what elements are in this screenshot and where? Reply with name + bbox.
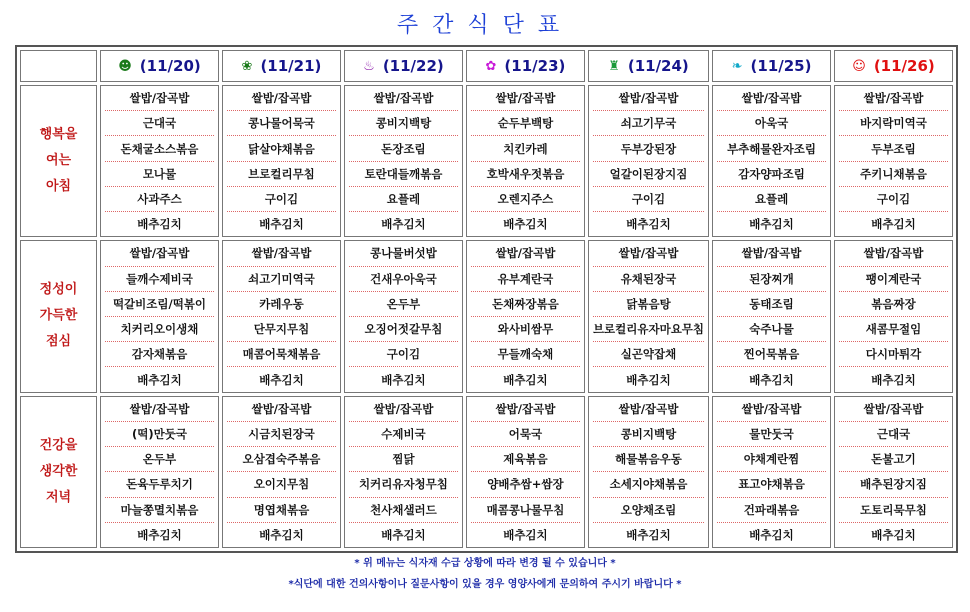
menu-cell — [834, 396, 953, 548]
dish-item: 돈채짜장볶음 — [471, 292, 580, 317]
dish-item: 새콤무절임 — [839, 317, 948, 342]
dish-item: 찜닭 — [349, 447, 458, 472]
dish-item: 쇠고기무국 — [593, 111, 704, 136]
dish-item: 배추김치 — [381, 217, 426, 232]
meal-label-line: 아침 — [45, 179, 72, 195]
day-header-0 — [100, 50, 219, 82]
dish-item: 배추김치 — [503, 217, 548, 232]
dish-item: 호박새우젓볶음 — [471, 162, 580, 187]
dish-item: 브로컬리무침 — [227, 162, 336, 187]
dish-item: 닭살야채볶음 — [227, 136, 336, 161]
dish-item: 배추김치 — [137, 527, 182, 542]
menu-cell — [834, 240, 953, 392]
day-header-5 — [712, 50, 831, 82]
menu-cell — [588, 85, 709, 237]
dish-item: 돈채굴소스볶음 — [105, 136, 214, 161]
dish-item: 두부조림 — [839, 136, 948, 161]
day-date-label: (11/23) — [504, 57, 566, 75]
dish-item: 쌀밥/잡곡밥 — [105, 397, 214, 422]
dish-item: 제육볶음 — [471, 447, 580, 472]
dish-item: 얼갈이된장지짐 — [593, 162, 704, 187]
dish-item: 쌀밥/잡곡밥 — [471, 86, 580, 111]
page-title: 주간식단표 — [396, 13, 574, 38]
dish-item: 쌀밥/잡곡밥 — [227, 241, 336, 266]
dish-item: 순두부백탕 — [471, 111, 580, 136]
dish-item: 부추해물완자조림 — [717, 136, 826, 161]
dish-item: 배추김치 — [503, 372, 548, 387]
meal-label-line: 가득한 — [39, 308, 78, 324]
dish-item: 쌀밥/잡곡밥 — [593, 86, 704, 111]
dish-item: 찐어묵볶음 — [717, 342, 826, 367]
dish-item: 단무지무침 — [227, 317, 336, 342]
dish-item: 오이지무침 — [227, 472, 336, 497]
dish-item: (떡)만둣국 — [105, 422, 214, 447]
dish-item: 배추김치 — [626, 527, 671, 542]
dish-item: 된장찌개 — [717, 267, 826, 292]
meal-label-line: 정성이 — [39, 282, 78, 298]
turtle-icon: ❀ — [241, 58, 253, 74]
dish-item: 쌀밥/잡곡밥 — [471, 397, 580, 422]
menu-cell — [466, 240, 585, 392]
drink-cup-icon: ♜ — [608, 58, 620, 74]
menu-cell — [588, 396, 709, 548]
dish-item: 유부계란국 — [471, 267, 580, 292]
dish-item: 쌀밥/잡곡밥 — [105, 241, 214, 266]
menu-cell — [344, 240, 463, 392]
dish-item: 야채계란찜 — [717, 447, 826, 472]
dish-item: 쌀밥/잡곡밥 — [717, 86, 826, 111]
dish-item: 오삼겹숙주볶음 — [227, 447, 336, 472]
dish-item: 치커리오이생채 — [105, 317, 214, 342]
menu-cell — [100, 85, 219, 237]
meal-label-2 — [20, 396, 97, 548]
dish-item: 구이김 — [227, 187, 336, 212]
dish-item: 동태조림 — [717, 292, 826, 317]
dish-item: 감자채볶음 — [105, 342, 214, 367]
dish-item: 쌀밥/잡곡밥 — [227, 397, 336, 422]
meal-label-1 — [20, 240, 97, 392]
dish-item: 표고야채볶음 — [717, 472, 826, 497]
day-date-label: (11/20) — [139, 57, 201, 75]
dish-item: 닭볶음탕 — [593, 292, 704, 317]
day-date-label: (11/21) — [260, 57, 322, 75]
menu-cell — [466, 396, 585, 548]
leaf-icon: ❧ — [731, 58, 743, 74]
dish-item: 배추김치 — [749, 372, 794, 387]
dish-item: 명엽채볶음 — [227, 498, 336, 523]
dish-item: 쌀밥/잡곡밥 — [839, 397, 948, 422]
dish-item: 쌀밥/잡곡밥 — [593, 397, 704, 422]
menu-cell — [222, 85, 341, 237]
dish-item: 카레우동 — [227, 292, 336, 317]
meal-label-line: 건강을 — [39, 437, 78, 453]
day-date-label: (11/22) — [382, 57, 444, 75]
dish-item: 쌀밥/잡곡밥 — [839, 241, 948, 266]
menu-cell — [100, 240, 219, 392]
menu-cell — [712, 85, 831, 237]
day-date-label: (11/24) — [627, 57, 689, 75]
dish-item: 콩비지백탕 — [349, 111, 458, 136]
dish-item: 구이김 — [349, 342, 458, 367]
dish-item: 근대국 — [839, 422, 948, 447]
dish-item: 모나물 — [105, 162, 214, 187]
dish-item: 요플레 — [349, 187, 458, 212]
dish-item: 주키니채볶음 — [839, 162, 948, 187]
dish-item: 아욱국 — [717, 111, 826, 136]
dish-item: 팽이계란국 — [839, 267, 948, 292]
dish-item: 배추된장지짐 — [839, 472, 948, 497]
dish-item: 무들깨숙채 — [471, 342, 580, 367]
dish-item: 두부강된장 — [593, 136, 704, 161]
meal-label-line: 점심 — [45, 334, 72, 350]
dish-item: 돈장조림 — [349, 136, 458, 161]
dish-item: 배추김치 — [259, 527, 304, 542]
day-date-label: (11/26) — [873, 57, 935, 75]
menu-cell — [588, 240, 709, 392]
dish-item: 배추김치 — [871, 217, 916, 232]
dish-item: 바지락미역국 — [839, 111, 948, 136]
dish-item: 배추김치 — [259, 217, 304, 232]
dish-item: 배추김치 — [626, 372, 671, 387]
day-header-1 — [222, 50, 341, 82]
dish-item: 쌀밥/잡곡밥 — [349, 397, 458, 422]
dish-item: 매콤콩나물무침 — [471, 498, 580, 523]
dish-item: 와사비쌈무 — [471, 317, 580, 342]
dish-item: 토란대들깨볶음 — [349, 162, 458, 187]
dish-item: 배추김치 — [749, 217, 794, 232]
dish-item: 도토리묵무침 — [839, 498, 948, 523]
dish-item: 건새우아욱국 — [349, 267, 458, 292]
dish-item: 브로컬리유자마요무침 — [593, 317, 704, 342]
dish-item: 마늘쫑멸치볶음 — [105, 498, 214, 523]
dish-item: 배추김치 — [381, 372, 426, 387]
dish-item: 숙주나물 — [717, 317, 826, 342]
dish-item: 어묵국 — [471, 422, 580, 447]
fox-face-icon: ☺ — [852, 58, 866, 74]
dish-item: 근대국 — [105, 111, 214, 136]
dish-item: 구이김 — [593, 187, 704, 212]
dish-item: 배추김치 — [871, 527, 916, 542]
menu-cell — [344, 85, 463, 237]
flame-icon: ♨ — [363, 58, 375, 74]
table-corner-cell — [20, 50, 97, 82]
dish-item: 배추김치 — [749, 527, 794, 542]
dish-item: 쌀밥/잡곡밥 — [717, 241, 826, 266]
dish-item: 콩나물어묵국 — [227, 111, 336, 136]
inquiry-notice: *식단에 대한 건의사항이나 질문사항이 있을 경우 영양사에게 문의하여 주시기 바랍니다 * — [288, 579, 682, 590]
dish-item: 구이김 — [839, 187, 948, 212]
dish-item: 온두부 — [349, 292, 458, 317]
meal-label-line: 저녁 — [45, 489, 72, 505]
dish-item: 쌀밥/잡곡밥 — [105, 86, 214, 111]
dish-item: 쌀밥/잡곡밥 — [839, 86, 948, 111]
dish-item: 오양채조림 — [593, 498, 704, 523]
menu-cell — [466, 85, 585, 237]
dish-item: 물만둣국 — [717, 422, 826, 447]
dish-item: 배추김치 — [137, 372, 182, 387]
dish-item: 양배추쌈+쌈장 — [471, 472, 580, 497]
dish-item: 쌀밥/잡곡밥 — [227, 86, 336, 111]
menu-cell — [834, 85, 953, 237]
dish-item: 매콤어묵채볶음 — [227, 342, 336, 367]
dish-item: 배추김치 — [137, 217, 182, 232]
menu-cell — [222, 396, 341, 548]
dish-item: 돈불고기 — [839, 447, 948, 472]
dish-item: 쇠고기미역국 — [227, 267, 336, 292]
dish-item: 해물볶음우동 — [593, 447, 704, 472]
meal-label-line: 행복을 — [39, 127, 78, 143]
dish-item: 콩나물버섯밥 — [349, 241, 458, 266]
dish-item: 건파래볶음 — [717, 498, 826, 523]
meal-label-line: 생각한 — [39, 463, 78, 479]
menu-cell — [712, 396, 831, 548]
dish-item: 오렌지주스 — [471, 187, 580, 212]
dish-item: 오징어젓갈무침 — [349, 317, 458, 342]
dish-item: 감자양파조림 — [717, 162, 826, 187]
dish-item: 들깨수제비국 — [105, 267, 214, 292]
dish-item: 배추김치 — [381, 527, 426, 542]
dish-item: 실곤약잡채 — [593, 342, 704, 367]
dish-item: 다시마튀각 — [839, 342, 948, 367]
meal-label-line: 여는 — [45, 153, 72, 169]
dish-item: 치커리유자청무침 — [349, 472, 458, 497]
dish-item: 수제비국 — [349, 422, 458, 447]
menu-cell — [222, 240, 341, 392]
menu-cell — [100, 396, 219, 548]
dish-item: 쌀밥/잡곡밥 — [349, 86, 458, 111]
dish-item: 배추김치 — [626, 217, 671, 232]
day-header-2 — [344, 50, 463, 82]
day-header-3 — [466, 50, 585, 82]
flower-icon: ✿ — [485, 58, 497, 74]
menu-cell — [344, 396, 463, 548]
dish-item: 배추김치 — [871, 372, 916, 387]
dish-item: 사과주스 — [105, 187, 214, 212]
dish-item: 쌀밥/잡곡밥 — [593, 241, 704, 266]
dish-item: 볶음짜장 — [839, 292, 948, 317]
dish-item: 요플레 — [717, 187, 826, 212]
day-header-6 — [834, 50, 953, 82]
menu-cell — [712, 240, 831, 392]
dish-item: 온두부 — [105, 447, 214, 472]
menu-change-notice: * 위 메뉴는 식자재 수급 상황에 따라 변경 될 수 있습니다 * — [354, 558, 616, 569]
dish-item: 유채된장국 — [593, 267, 704, 292]
dish-item: 떡갈비조림/떡볶이 — [105, 292, 214, 317]
day-header-4 — [588, 50, 709, 82]
dish-item: 콩비지백탕 — [593, 422, 704, 447]
dish-item: 배추김치 — [503, 527, 548, 542]
weekly-menu-table — [15, 45, 958, 553]
dish-item: 돈육두루치기 — [105, 472, 214, 497]
dish-item: 시금치된장국 — [227, 422, 336, 447]
dish-item: 쌀밥/잡곡밥 — [471, 241, 580, 266]
dish-item: 배추김치 — [259, 372, 304, 387]
dish-item: 치킨카레 — [471, 136, 580, 161]
bear-face-icon: ☻ — [118, 58, 132, 74]
meal-label-0 — [20, 85, 97, 237]
day-date-label: (11/25) — [750, 57, 812, 75]
dish-item: 쌀밥/잡곡밥 — [717, 397, 826, 422]
dish-item: 천사채샐러드 — [349, 498, 458, 523]
dish-item: 소세지야채볶음 — [593, 472, 704, 497]
